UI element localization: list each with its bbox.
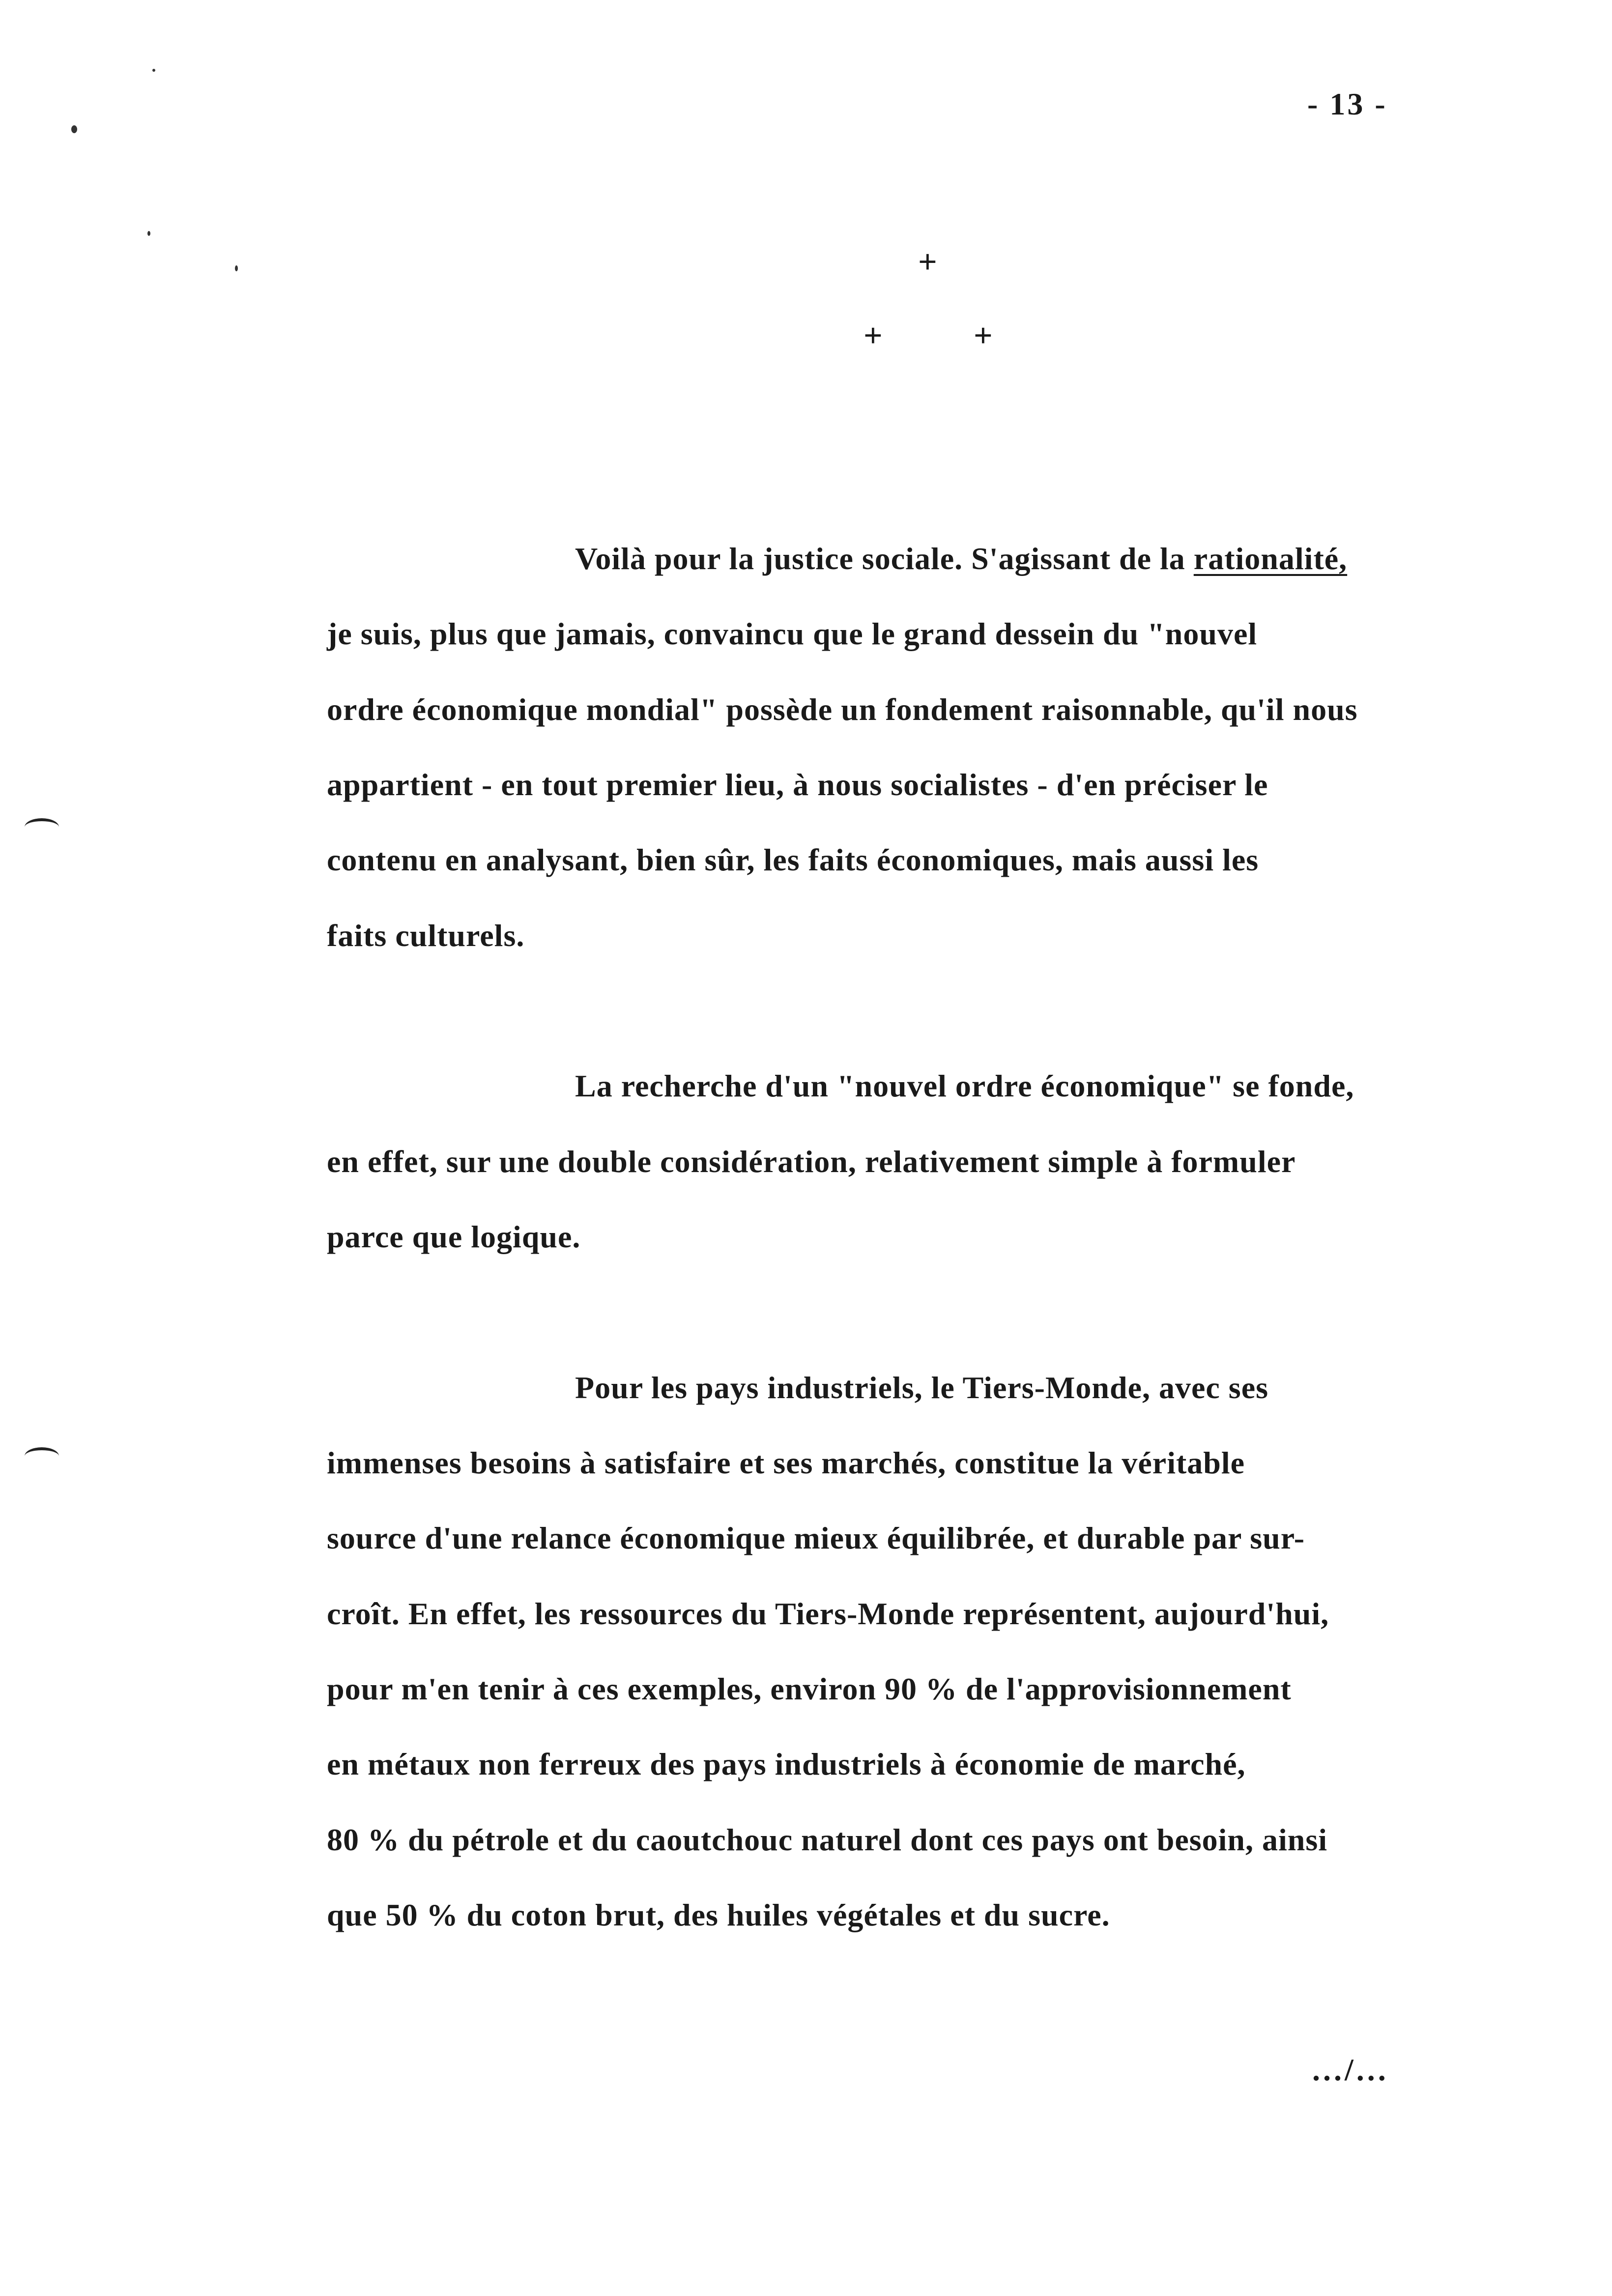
paragraph-line: je suis, plus que jamais, convaincu que le grand dessein du "nouvel <box>327 616 1258 651</box>
paragraph-line: parce que logique. <box>327 1219 581 1254</box>
scan-speck <box>152 69 155 72</box>
paragraph-line: pour m'en tenir à ces exemples, environ 90 % de l'approvisionnement <box>327 1671 1292 1706</box>
paragraph-line: faits culturels. <box>327 918 525 953</box>
separator-cross-left: + <box>864 316 883 354</box>
paragraph-line: que 50 % du coton brut, des huiles végétales et du sucre. <box>327 1897 1110 1932</box>
continuation-marker: .../... <box>1312 2052 1389 2087</box>
paragraph-line: source d'une relance économique mieux équilibrée, et durable par sur- <box>327 1521 1305 1555</box>
paragraph-line <box>575 543 1347 574</box>
page-number: - 13 - <box>1307 86 1387 121</box>
paragraph-line: contenu en analysant, bien sûr, les faits économiques, mais aussi les <box>327 842 1259 877</box>
scan-speck <box>71 125 77 133</box>
paragraph-line: appartient - en tout premier lieu, à nous socialistes - d'en préciser le <box>327 767 1268 802</box>
paragraph-line: 80 % du pétrole et du caoutchouc naturel dont ces pays ont besoin, ainsi <box>327 1822 1328 1857</box>
paragraph-line: immenses besoins à satisfaire et ses marchés, constitue la véritable <box>327 1445 1245 1480</box>
binding-hole-mark <box>25 1447 59 1465</box>
paragraph-line: La recherche d'un "nouvel ordre économique" se fonde, <box>575 1068 1354 1103</box>
scan-speck <box>147 231 150 236</box>
paragraph-line: en effet, sur une double considération, relativement simple à formuler <box>327 1144 1296 1179</box>
separator-cross-right: + <box>974 316 993 354</box>
underlined-word: rationalité, <box>1193 541 1348 576</box>
separator-cross-top: + <box>918 243 937 280</box>
paragraph-line: ordre économique mondial" possède un fondement raisonnable, qu'il nous <box>327 692 1358 727</box>
line-text: Voilà pour la justice sociale. S'agissant de la <box>575 541 1194 576</box>
paragraph-line: Pour les pays industriels, le Tiers-Monde, avec ses <box>575 1370 1268 1405</box>
paragraph-line: croît. En effet, les ressources du Tiers-Monde représentent, aujourd'hui, <box>327 1596 1329 1631</box>
scan-speck <box>235 265 238 271</box>
paragraph-line: en métaux non ferreux des pays industriels à économie de marché, <box>327 1747 1246 1781</box>
binding-hole-mark <box>25 818 59 836</box>
